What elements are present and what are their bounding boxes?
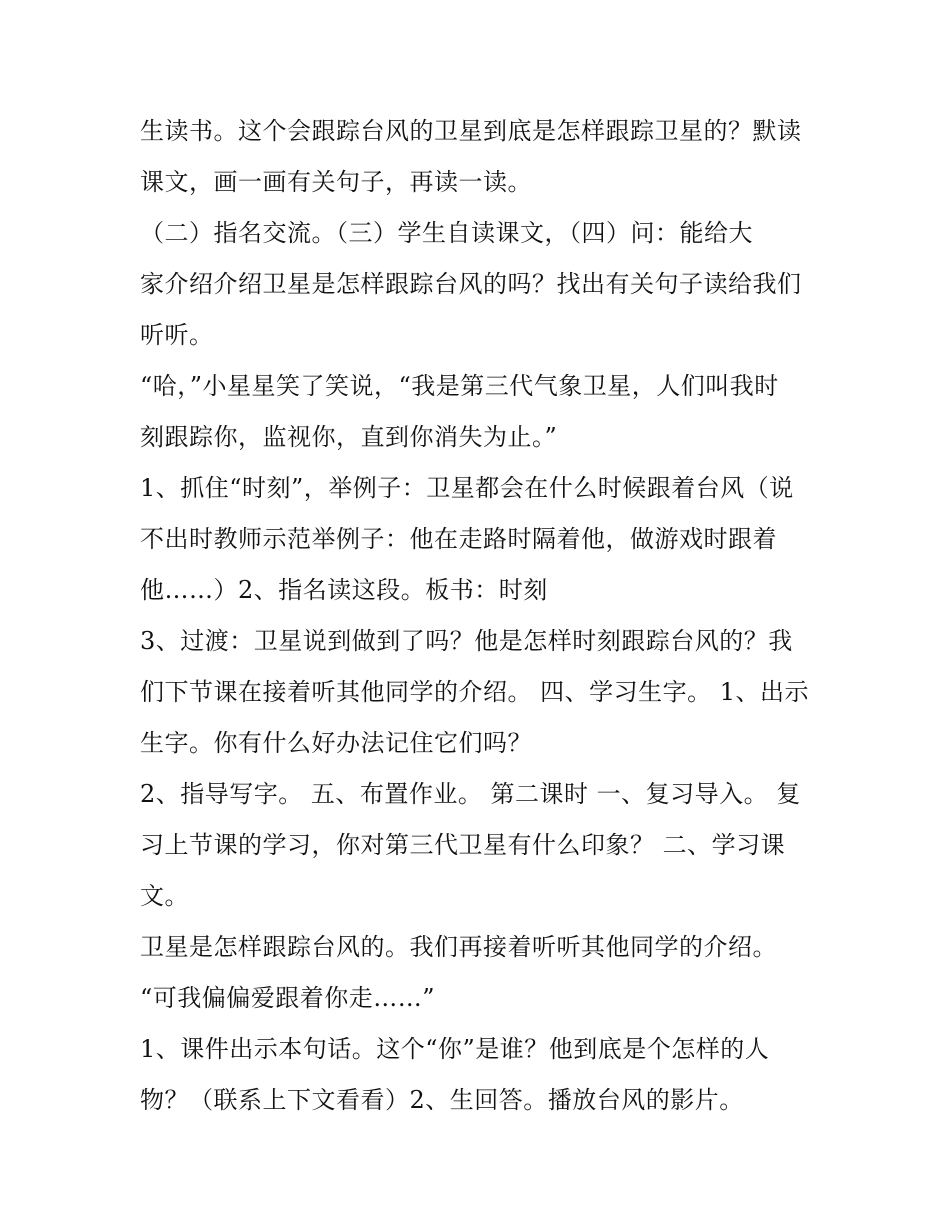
text-line: 卫星是怎样跟踪台风的。我们再接着听听其他同学的介绍。: [140, 933, 777, 961]
text-line: 物？（联系上下文看看）2、生回答。播放台风的影片。: [140, 1086, 744, 1114]
text-line: “哈，”小星星笑了笑说，“我是第三代气象卫星，人们叫我时: [140, 372, 779, 400]
text-line: 课文，画一画有关句子，再读一读。: [140, 168, 532, 196]
text-line: “可我偏偏爱跟着你走……”: [140, 984, 436, 1012]
text-line: 1、抓住“时刻”，举例子：卫星都会在什么时候跟着台风（说: [140, 474, 794, 502]
text-line: 刻跟踪你，监视你，直到你消失为止。”: [140, 423, 558, 451]
text-line: （二）指名交流。（三）学生自读课文，（四）问：能给大: [140, 219, 753, 247]
text-line: 不出时教师示范举例子：他在走路时隔着他，做游戏时跟着: [140, 525, 777, 553]
text-line: 生读书。这个会跟踪台风的卫星到底是怎样跟踪卫星的？默读: [140, 117, 802, 145]
text-line: 文。: [140, 882, 189, 910]
text-line: 习上节课的学习，你对第三代卫星有什么印象？ 二、学习课: [140, 831, 786, 859]
text-line: 们下节课在接着听其他同学的介绍。 四、学习生字。 1、出示: [140, 678, 810, 706]
document-body: [140, 106, 820, 1126]
text-line: 3、过渡：卫星说到做到了吗？他是怎样时刻跟踪台风的？我: [140, 627, 793, 655]
text-line: 1、课件出示本句话。这个“你”是谁？他到底是个怎样的人: [140, 1035, 770, 1063]
text-line: 他……）2、指名读这段。板书：时刻: [140, 576, 548, 604]
text-line: 生字。你有什么好办法记住它们吗？: [140, 729, 532, 757]
text-line: 2、指导写字。 五、布置作业。 第二课时 一、复习导入。 复: [140, 780, 801, 808]
text-line: 听听。: [140, 321, 214, 349]
text-line: 家介绍介绍卫星是怎样跟踪台风的吗？找出有关句子读给我们: [140, 270, 802, 298]
